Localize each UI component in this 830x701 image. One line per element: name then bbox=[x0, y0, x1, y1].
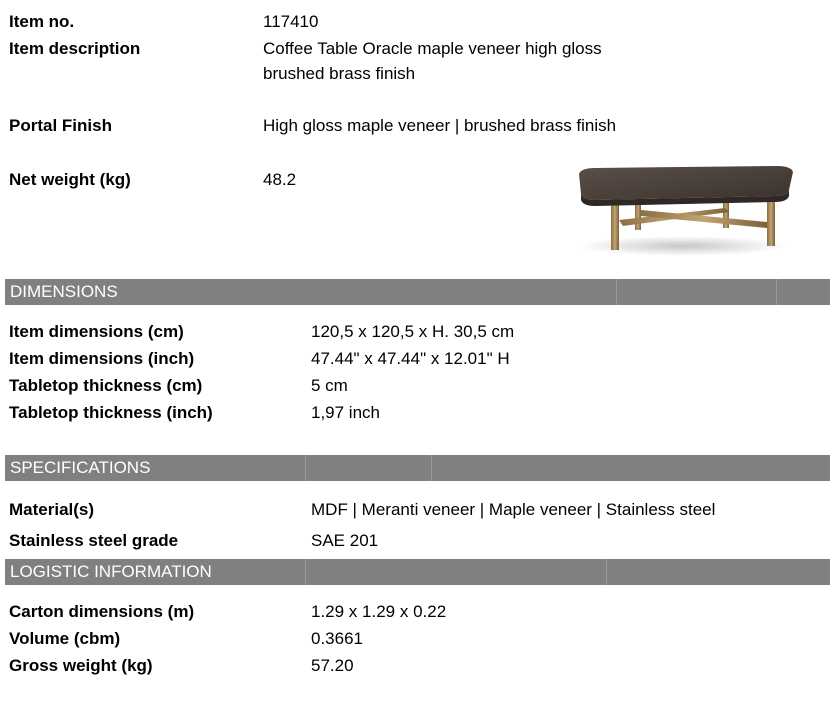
specifications-row-value: MDF | Meranti veneer | Maple veneer | Stainless steel bbox=[311, 500, 716, 519]
coffee-table-image bbox=[565, 150, 805, 260]
header-divider bbox=[431, 455, 432, 481]
logistic-row-label: Gross weight (kg) bbox=[9, 656, 153, 675]
dimensions-section-header bbox=[5, 279, 830, 305]
portal-finish-label: Portal Finish bbox=[9, 116, 112, 135]
item-no-label: Item no. bbox=[9, 12, 75, 31]
item-description-line2: brushed brass finish bbox=[263, 64, 416, 83]
logistic-section-header bbox=[5, 559, 830, 585]
dimensions-row-label: Item dimensions (cm) bbox=[9, 322, 184, 341]
specifications-row-value: SAE 201 bbox=[311, 531, 379, 550]
header-divider bbox=[616, 279, 617, 305]
header-divider bbox=[305, 455, 306, 481]
logistic-row-value: 0.3661 bbox=[311, 629, 363, 648]
item-description-label: Item description bbox=[9, 39, 141, 58]
item-no-value: 117410 bbox=[263, 12, 319, 31]
net-weight-value: 48.2 bbox=[263, 170, 297, 189]
logistic-row-label: Carton dimensions (m) bbox=[9, 602, 195, 621]
dimensions-row-value: 120,5 x 120,5 x H. 30,5 cm bbox=[311, 322, 515, 341]
dimensions-row-label: Tabletop thickness (cm) bbox=[9, 376, 203, 395]
header-divider bbox=[606, 559, 607, 585]
logistic-row-value: 1.29 x 1.29 x 0.22 bbox=[311, 602, 447, 621]
item-description-line1: Coffee Table Oracle maple veneer high gloss bbox=[263, 39, 602, 58]
logistic-row-label: Volume (cbm) bbox=[9, 629, 121, 648]
specifications-row-label: Material(s) bbox=[9, 500, 95, 519]
header-divider bbox=[776, 279, 777, 305]
dimensions-row-label: Item dimensions (inch) bbox=[9, 349, 195, 368]
specifications-section-header bbox=[5, 455, 830, 481]
dimensions-row-value: 47.44" x 47.44" x 12.01" H bbox=[311, 349, 510, 368]
dimensions-title: DIMENSIONS bbox=[10, 282, 118, 301]
logistic-row-value: 57.20 bbox=[311, 656, 354, 675]
dimensions-row-value: 5 cm bbox=[311, 376, 348, 395]
portal-finish-value: High gloss maple veneer | brushed brass finish bbox=[263, 116, 617, 135]
net-weight-label: Net weight (kg) bbox=[9, 170, 131, 189]
specifications-title: SPECIFICATIONS bbox=[10, 458, 151, 477]
dimensions-row-label: Tabletop thickness (inch) bbox=[9, 403, 213, 422]
dimensions-row-value: 1,97 inch bbox=[311, 403, 380, 422]
specifications-row-label: Stainless steel grade bbox=[9, 531, 179, 550]
header-divider bbox=[305, 559, 306, 585]
logistic-title: LOGISTIC INFORMATION bbox=[10, 562, 212, 581]
